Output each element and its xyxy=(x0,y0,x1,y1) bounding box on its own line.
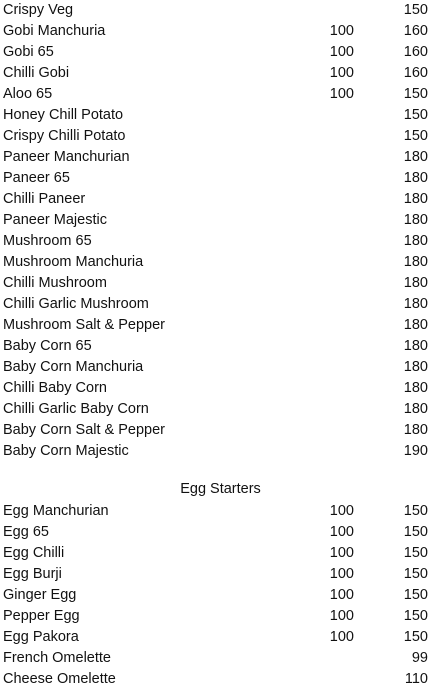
half-price: 100 xyxy=(329,23,354,39)
menu-row xyxy=(0,564,441,585)
item-name: Gobi Manchuria xyxy=(3,23,106,39)
menu-row xyxy=(0,231,441,252)
item-name: Pepper Egg xyxy=(3,608,80,624)
full-price: 150 xyxy=(403,86,428,102)
menu-row xyxy=(0,210,441,231)
menu-row xyxy=(0,399,441,420)
item-name: Mushroom 65 xyxy=(3,233,92,249)
full-price: 180 xyxy=(403,191,428,207)
item-name: Egg Manchurian xyxy=(3,503,109,519)
menu-row xyxy=(0,0,441,21)
egg-starters-list xyxy=(0,501,441,690)
item-name: Egg Chilli xyxy=(3,545,65,561)
full-price: 180 xyxy=(403,233,428,249)
full-price: 160 xyxy=(403,23,428,39)
full-price: 180 xyxy=(403,338,428,354)
item-name: Chilli Garlic Mushroom xyxy=(3,296,149,312)
menu-row xyxy=(0,21,441,42)
full-price: 180 xyxy=(403,359,428,375)
item-name: Crispy Chilli Potato xyxy=(3,128,126,144)
full-price: 150 xyxy=(403,107,428,123)
half-price: 100 xyxy=(329,503,354,519)
item-name: Baby Corn 65 xyxy=(3,338,92,354)
half-price: 100 xyxy=(329,524,354,540)
full-price: 180 xyxy=(403,275,428,291)
menu-row xyxy=(0,543,441,564)
menu-row xyxy=(0,501,441,522)
item-name: Baby Corn Manchuria xyxy=(3,359,144,375)
item-name: Aloo 65 xyxy=(3,86,53,102)
item-name: Paneer Manchurian xyxy=(3,149,130,165)
item-name: Chilli Baby Corn xyxy=(3,380,107,396)
menu-row xyxy=(0,585,441,606)
full-price: 110 xyxy=(404,671,428,687)
item-name: Chilli Paneer xyxy=(3,191,86,207)
item-name: Baby Corn Majestic xyxy=(3,443,129,459)
menu-row xyxy=(0,606,441,627)
full-price: 150 xyxy=(403,566,428,582)
item-name: Egg Burji xyxy=(3,566,62,582)
menu-row xyxy=(0,522,441,543)
menu-row xyxy=(0,105,441,126)
item-name: Gobi 65 xyxy=(3,44,54,60)
menu-row xyxy=(0,189,441,210)
full-price: 160 xyxy=(403,44,428,60)
item-name: Chilli Gobi xyxy=(3,65,70,81)
full-price: 150 xyxy=(403,524,428,540)
menu-row xyxy=(0,84,441,105)
full-price: 150 xyxy=(403,2,428,18)
item-name: Chilli Garlic Baby Corn xyxy=(3,401,149,417)
item-name: Crispy Veg xyxy=(3,2,74,18)
menu-row xyxy=(0,63,441,84)
full-price: 180 xyxy=(403,317,428,333)
item-name: Cheese Omelette xyxy=(3,671,116,687)
full-price: 180 xyxy=(403,401,428,417)
menu-row xyxy=(0,669,441,690)
full-price: 180 xyxy=(403,212,428,228)
full-price: 180 xyxy=(403,170,428,186)
item-name: French Omelette xyxy=(3,650,111,666)
full-price: 180 xyxy=(403,254,428,270)
half-price: 100 xyxy=(329,545,354,561)
menu-row xyxy=(0,357,441,378)
full-price: 180 xyxy=(403,149,428,165)
item-name: Baby Corn Salt & Pepper xyxy=(3,422,166,438)
menu-row xyxy=(0,627,441,648)
full-price: 150 xyxy=(403,608,428,624)
menu-row xyxy=(0,147,441,168)
full-price: 180 xyxy=(403,422,428,438)
item-name: Paneer 65 xyxy=(3,170,70,186)
full-price: 150 xyxy=(403,503,428,519)
half-price: 100 xyxy=(329,587,354,603)
menu-row xyxy=(0,648,441,669)
full-price: 160 xyxy=(403,65,428,81)
item-name: Egg Pakora xyxy=(3,629,79,645)
half-price: 100 xyxy=(329,86,354,102)
menu-row xyxy=(0,420,441,441)
full-price: 150 xyxy=(403,545,428,561)
egg-starters-heading: Egg Starters xyxy=(180,481,261,497)
half-price: 100 xyxy=(329,44,354,60)
item-name: Honey Chill Potato xyxy=(3,107,124,123)
half-price: 100 xyxy=(329,608,354,624)
half-price: 100 xyxy=(329,629,354,645)
full-price: 99 xyxy=(411,650,428,666)
menu-row xyxy=(0,441,441,462)
item-name: Ginger Egg xyxy=(3,587,77,603)
menu-row xyxy=(0,273,441,294)
item-name: Egg 65 xyxy=(3,524,49,540)
menu-row xyxy=(0,42,441,63)
half-price: 100 xyxy=(329,566,354,582)
full-price: 190 xyxy=(403,443,428,459)
item-name: Paneer Majestic xyxy=(3,212,107,228)
menu-row xyxy=(0,315,441,336)
menu-row xyxy=(0,126,441,147)
menu-row xyxy=(0,168,441,189)
half-price: 100 xyxy=(329,65,354,81)
full-price: 150 xyxy=(403,629,428,645)
full-price: 180 xyxy=(403,296,428,312)
menu-row xyxy=(0,378,441,399)
item-name: Mushroom Salt & Pepper xyxy=(3,317,165,333)
menu-row xyxy=(0,336,441,357)
menu-row xyxy=(0,252,441,273)
menu-row xyxy=(0,294,441,315)
item-name: Chilli Mushroom xyxy=(3,275,107,291)
full-price: 150 xyxy=(403,587,428,603)
full-price: 150 xyxy=(403,128,428,144)
item-name: Mushroom Manchuria xyxy=(3,254,144,270)
full-price: 180 xyxy=(403,380,428,396)
